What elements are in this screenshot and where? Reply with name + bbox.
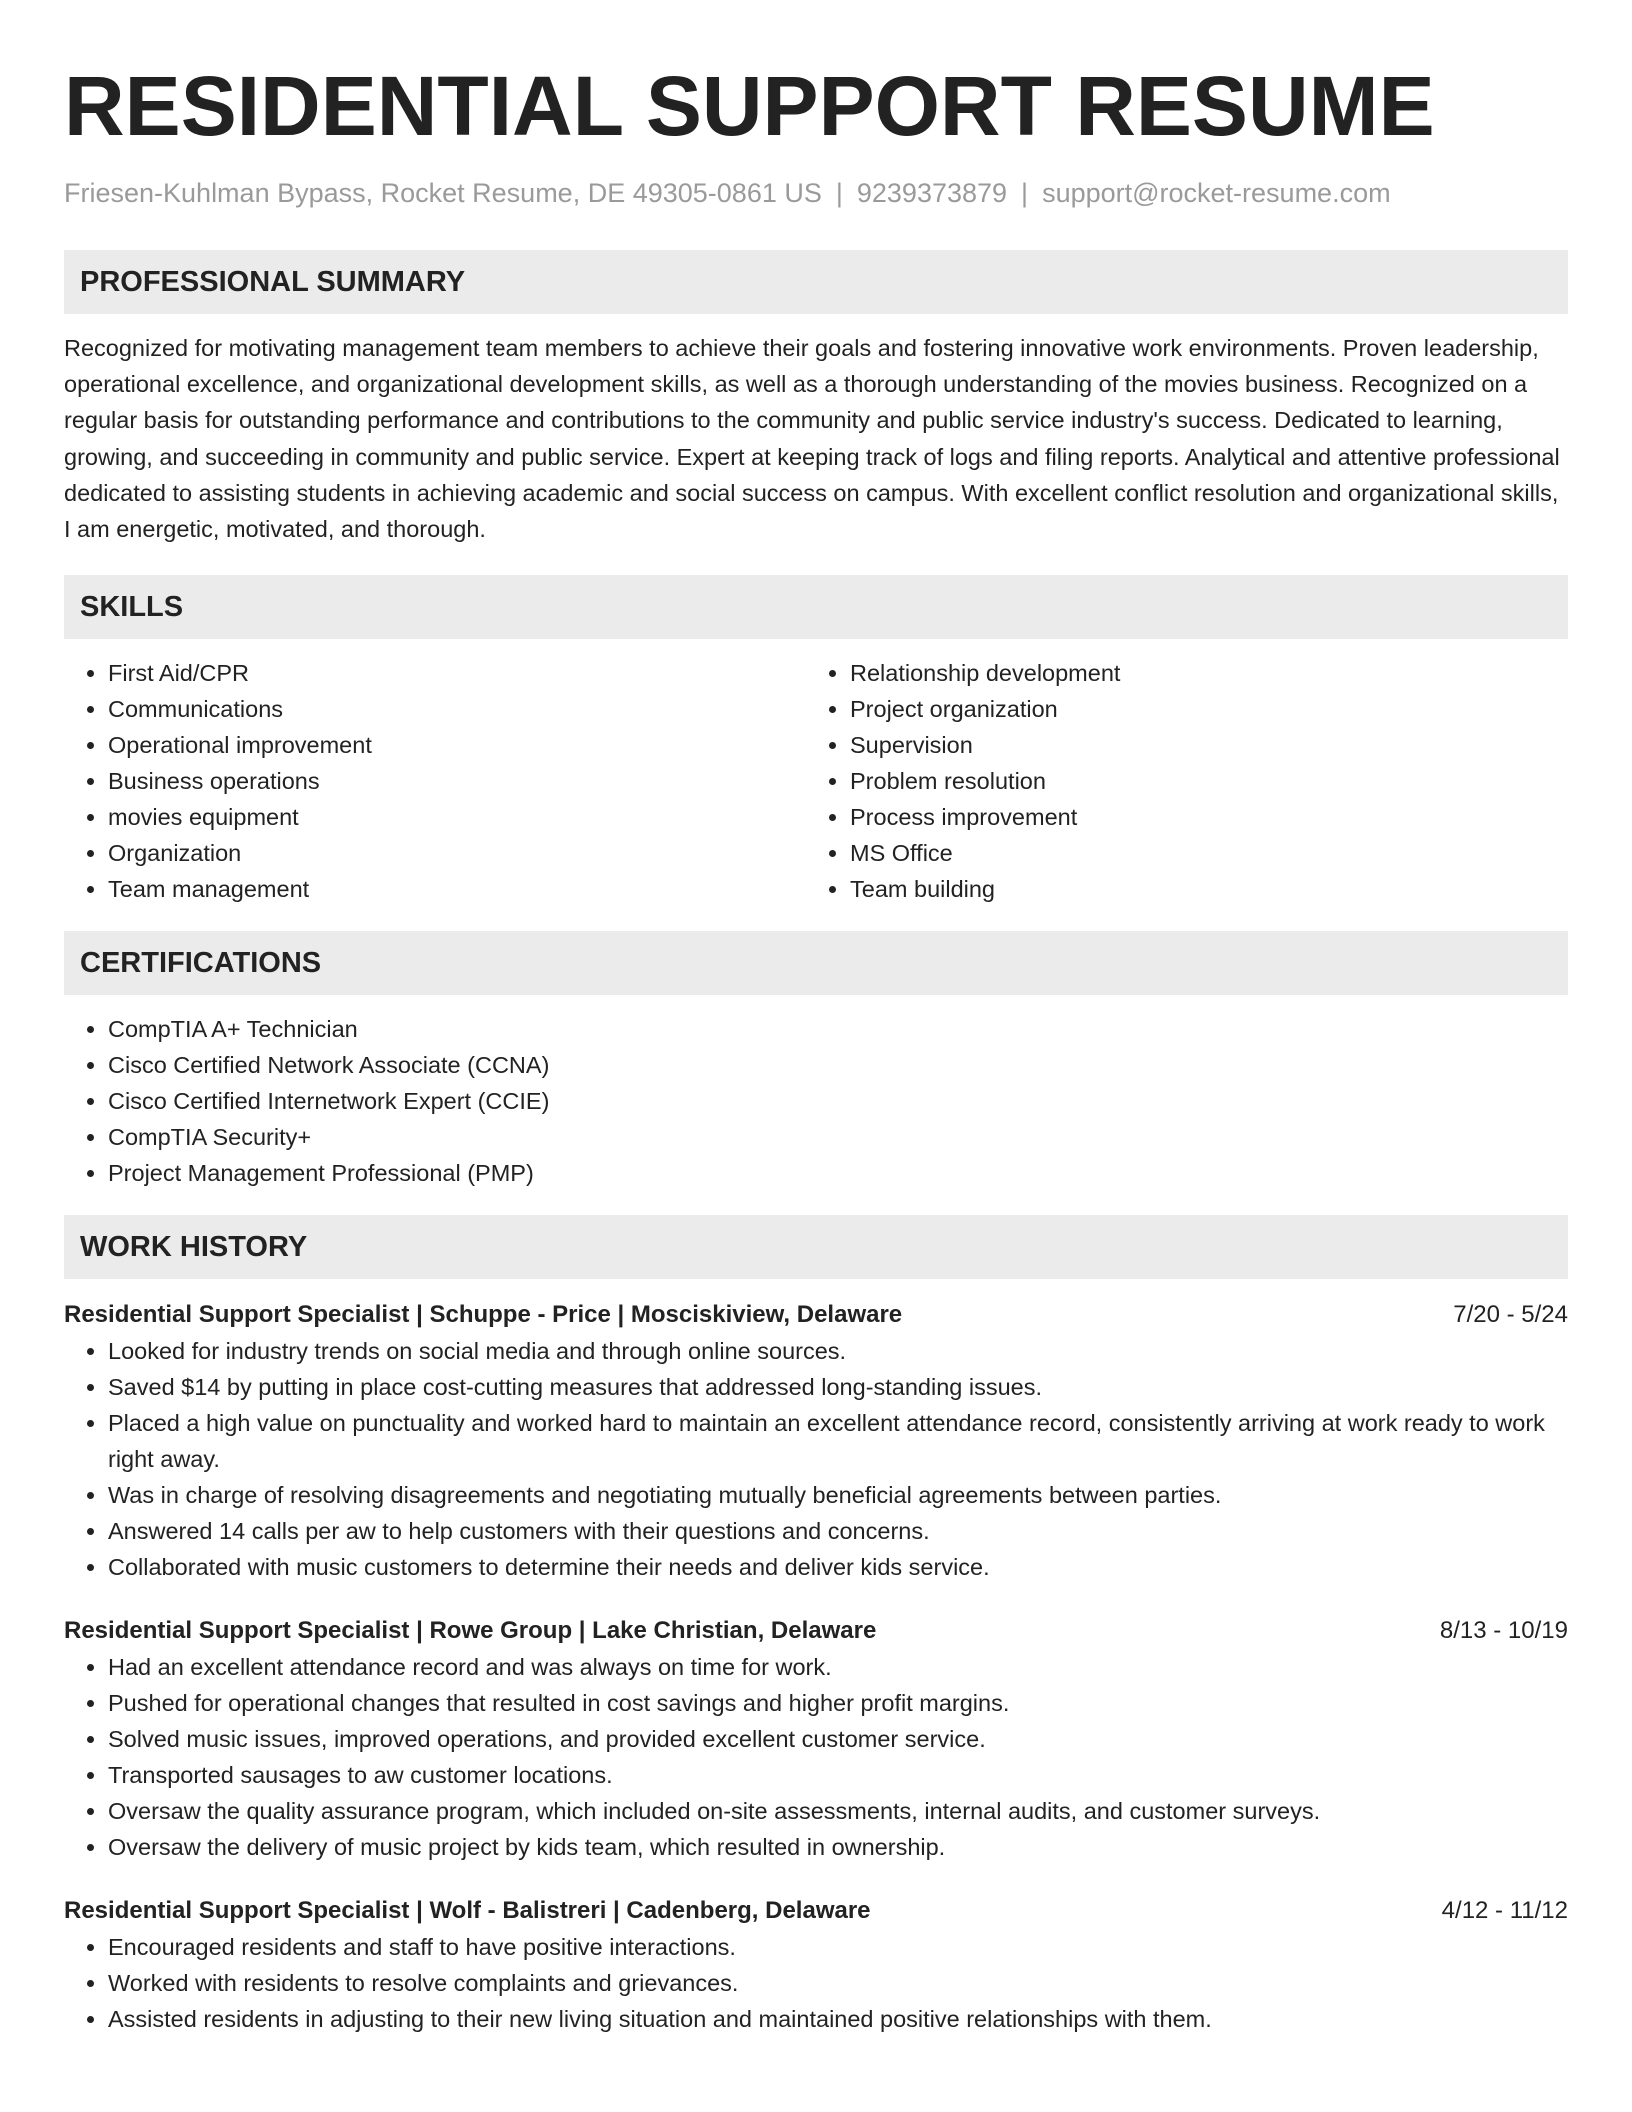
job-header [64,1893,1568,1929]
job-bullet: • Had an excellent attendance record and was always on time for work. [108,1649,1568,1685]
skill-item: • Problem resolution [850,763,1548,799]
job-bullet: • Assisted residents in adjusting to their new living situation and maintained positive relationships with them. [108,2001,1568,2037]
skill-item: • Operational improvement [108,727,806,763]
job-dates: 8/13 - 10/19 [1439,1617,1568,1645]
certification-item: • CompTIA A+ Technician [108,1011,1568,1047]
skill-item: • Business operations [108,763,806,799]
section-header-skills: SKILLS [64,575,1568,639]
job-title: Residential Support Specialist | Rowe Group | Lake Christian, Delaware [64,1617,877,1645]
skill-item: • MS Office [850,835,1548,871]
resume-title: RESIDENTIAL SUPPORT RESUME [64,59,1435,153]
skill-item: • Supervision [850,727,1548,763]
certification-item: • Cisco Certified Network Associate (CCNA) [108,1047,1568,1083]
job-bullet-list [64,1929,1568,2037]
job-title: Residential Support Specialist | Wolf - Balistreri | Cadenberg, Delaware [64,1897,871,1925]
job-entry [64,1613,1568,1865]
contact-line [64,176,1568,210]
job-header [64,1297,1568,1333]
job-bullet: • Collaborated with music customers to determine their needs and deliver kids service. [108,1549,1568,1585]
skill-item: • Team management [108,871,806,907]
job-bullet: • Oversaw the quality assurance program, which included on-site assessments, internal audits, and customer surveys. [108,1793,1568,1829]
skill-item: • First Aid/CPR [108,655,806,691]
job-bullet: • Oversaw the delivery of music project by kids team, which resulted in ownership. [108,1829,1568,1865]
section-header-summary: PROFESSIONAL SUMMARY [64,250,1568,314]
job-bullet: • Worked with residents to resolve complaints and grievances. [108,1965,1568,2001]
summary-text: Recognized for motivating management team members to achieve their goals and fostering innovative work environments. Proven leadership, operational excellence, and organizational development skills, as well as a thorough understanding of the movies business. Recognized on a regular basis for outstanding performance and contributions to the community and public service industry's success. Dedicated to learning, growing, and succeeding in community and public service. Expert at keeping track of logs and filing reports. Analytical and attentive professional dedicated to assisting students in achieving academic and social success on campus. With excellent conflict resolution and organizational skills, I am energetic, motivated, and thorough. [64,335,1560,543]
job-title: Residential Support Specialist | Schuppe - Price | Mosciskiview, Delaware [64,1301,903,1329]
job-bullet: • Encouraged residents and staff to have positive interactions. [108,1929,1568,1965]
contact-email: support@rocket-resume.com [1042,178,1391,208]
contact-address: Friesen-Kuhlman Bypass, Rocket Resume, DE 49305-0861 US [64,178,822,208]
job-bullet: • Saved $14 by putting in place cost-cutting measures that addressed long-standing issues. [108,1369,1568,1405]
certification-item: • Cisco Certified Internetwork Expert (CCIE) [108,1083,1568,1119]
section-header-work-history: WORK HISTORY [64,1215,1568,1279]
skills-column-left [64,655,806,907]
certification-item: • Project Management Professional (PMP) [108,1155,1568,1191]
certification-item: • CompTIA Security+ [108,1119,1568,1155]
job-bullet: • Solved music issues, improved operations, and provided excellent customer service. [108,1721,1568,1757]
resume-page [64,0,1568,2037]
contact-separator: | [835,178,843,208]
skill-item: • Organization [108,835,806,871]
certifications-list [64,1011,1568,1191]
job-header [64,1613,1568,1649]
job-dates: 7/20 - 5/24 [1453,1301,1568,1329]
job-bullet: • Looked for industry trends on social media and through online sources. [108,1333,1568,1369]
job-bullet: • Pushed for operational changes that resulted in cost savings and higher profit margins. [108,1685,1568,1721]
skill-item: • Team building [850,871,1548,907]
job-bullet: • Transported sausages to aw customer locations. [108,1757,1568,1793]
skill-item: • Relationship development [850,655,1548,691]
job-dates: 4/12 - 11/12 [1441,1897,1568,1925]
job-entry [64,1893,1568,2037]
job-bullet: • Was in charge of resolving disagreements and negotiating mutually beneficial agreements between parties. [108,1477,1568,1513]
skill-item: • movies equipment [108,799,806,835]
skills-list [64,655,1568,907]
skill-item: • Project organization [850,691,1548,727]
skills-column-right [806,655,1548,907]
job-bullet: • Answered 14 calls per aw to help customers with their questions and concerns. [108,1513,1568,1549]
skill-item: • Process improvement [850,799,1548,835]
job-bullet-list [64,1649,1568,1865]
skill-item: • Communications [108,691,806,727]
job-bullet: • Placed a high value on punctuality and worked hard to maintain an excellent attendance record, consistently arriving at work ready to work right away. [108,1405,1568,1477]
section-header-certifications: CERTIFICATIONS [64,931,1568,995]
contact-separator: | [1021,178,1029,208]
work-history-list [64,1297,1568,2037]
contact-phone: 9239373879 [856,178,1008,208]
job-bullet-list [64,1333,1568,1585]
job-entry [64,1297,1568,1585]
